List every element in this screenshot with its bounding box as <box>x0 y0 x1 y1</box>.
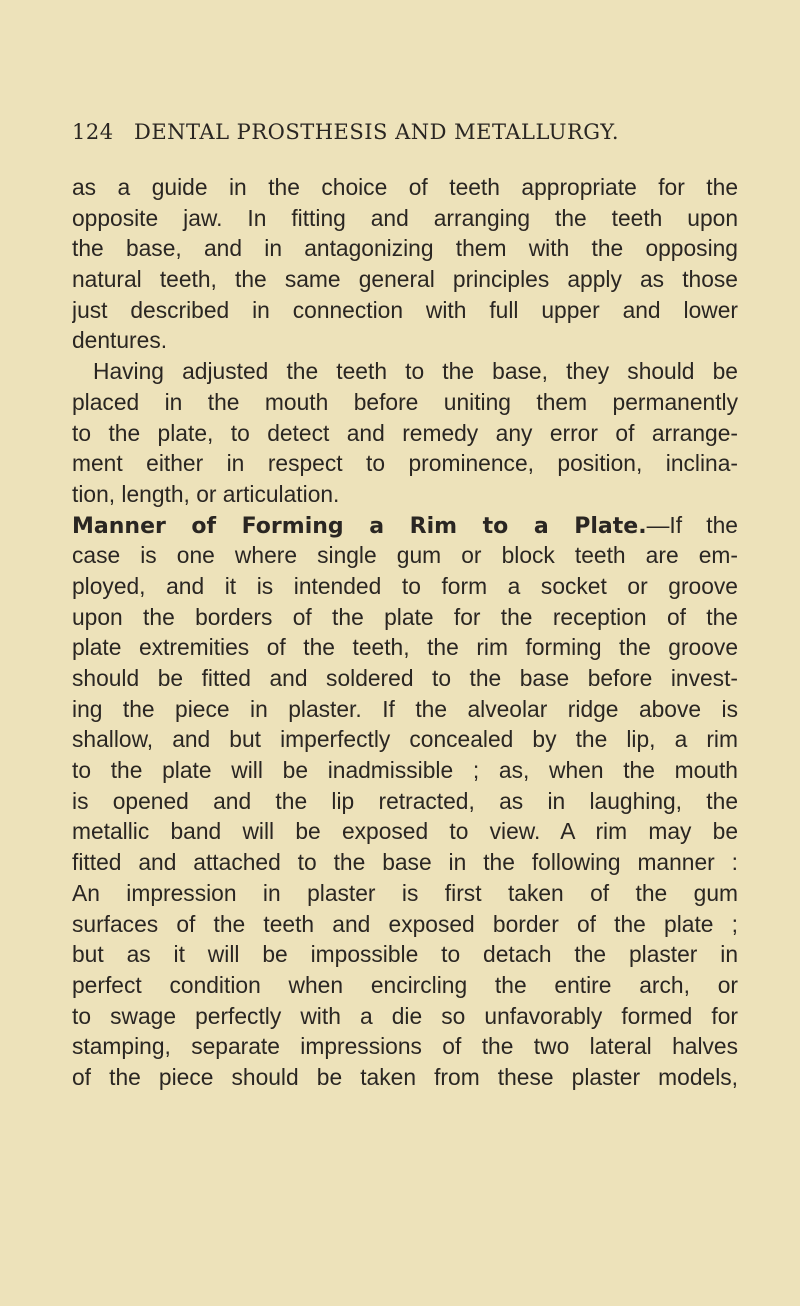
text-line: should be fitted and soldered to the base before invest- <box>72 665 738 691</box>
text-line: to the plate, to detect and remedy any error of arrange- <box>72 419 738 446</box>
text-line: to the plate will be inadmissible ; as, when the mouth <box>72 757 738 784</box>
text-line: stamping, separate impressions of the two lateral halves <box>72 1033 738 1060</box>
paragraph-2 <box>72 356 738 509</box>
text-line: dentures. <box>72 327 168 354</box>
text-line <box>72 510 738 541</box>
text-line: ment either in respect to prominence, position, inclina- <box>72 450 738 477</box>
text-line: is opened and the lip retracted, as in laughing, the <box>72 787 738 814</box>
text-line: metallic band will be exposed to view. A rim may be <box>72 818 738 845</box>
text-line: to swage perfectly with a die so unfavorably formed for <box>72 1002 738 1029</box>
text-line: shallow, and but imperfectly concealed by the lip, a rim <box>72 726 738 753</box>
text-line: natural teeth, the same general principles apply as those <box>72 266 738 293</box>
text-line: as a guide in the choice of teeth appropriate for the <box>72 174 738 200</box>
paragraph-3 <box>72 510 738 1093</box>
text-line: just described in connection with full upper and lower <box>72 296 738 323</box>
text-line: of the piece should be taken from these plaster models, <box>72 1063 738 1090</box>
text-line: but as it will be impossible to detach the plaster in <box>72 941 738 968</box>
body-text <box>72 172 738 1093</box>
running-head <box>72 120 732 150</box>
text-line: perfect condition when encircling the entire arch, or <box>72 971 738 998</box>
text-line: tion, length, or articulation. <box>72 480 340 507</box>
text-line: fitted and attached to the base in the following manner : <box>72 849 738 876</box>
text-line: Having adjusted the teeth to the base, they should be <box>93 358 738 385</box>
text-line: case is one where single gum or block teeth are em- <box>72 542 738 569</box>
running-title: DENTAL PROSTHESIS AND METALLURGY. <box>134 120 620 144</box>
heading-continuation: —If the <box>646 511 738 538</box>
text-line: ployed, and it is intended to form a socket or groove <box>72 572 738 599</box>
paragraph-1 <box>72 172 738 356</box>
text-line: An impression in plaster is first taken of the gum <box>72 879 738 906</box>
text-line: surfaces of the teeth and exposed border of the plate ; <box>72 910 738 937</box>
text-line: upon the borders of the plate for the reception of the <box>72 603 738 630</box>
text-line: placed in the mouth before uniting them permanently <box>72 388 738 415</box>
section-heading: Manner of Forming a Rim to a Plate. <box>72 513 647 539</box>
text-line: ing the piece in plaster. If the alveolar ridge above is <box>72 695 738 722</box>
text-line: the base, and in antagonizing them with the opposing <box>72 235 738 262</box>
text-line: plate extremities of the teeth, the rim forming the groove <box>72 634 738 661</box>
page-number: 124 <box>72 120 114 144</box>
text-line: opposite jaw. In fitting and arranging the teeth upon <box>72 204 738 231</box>
